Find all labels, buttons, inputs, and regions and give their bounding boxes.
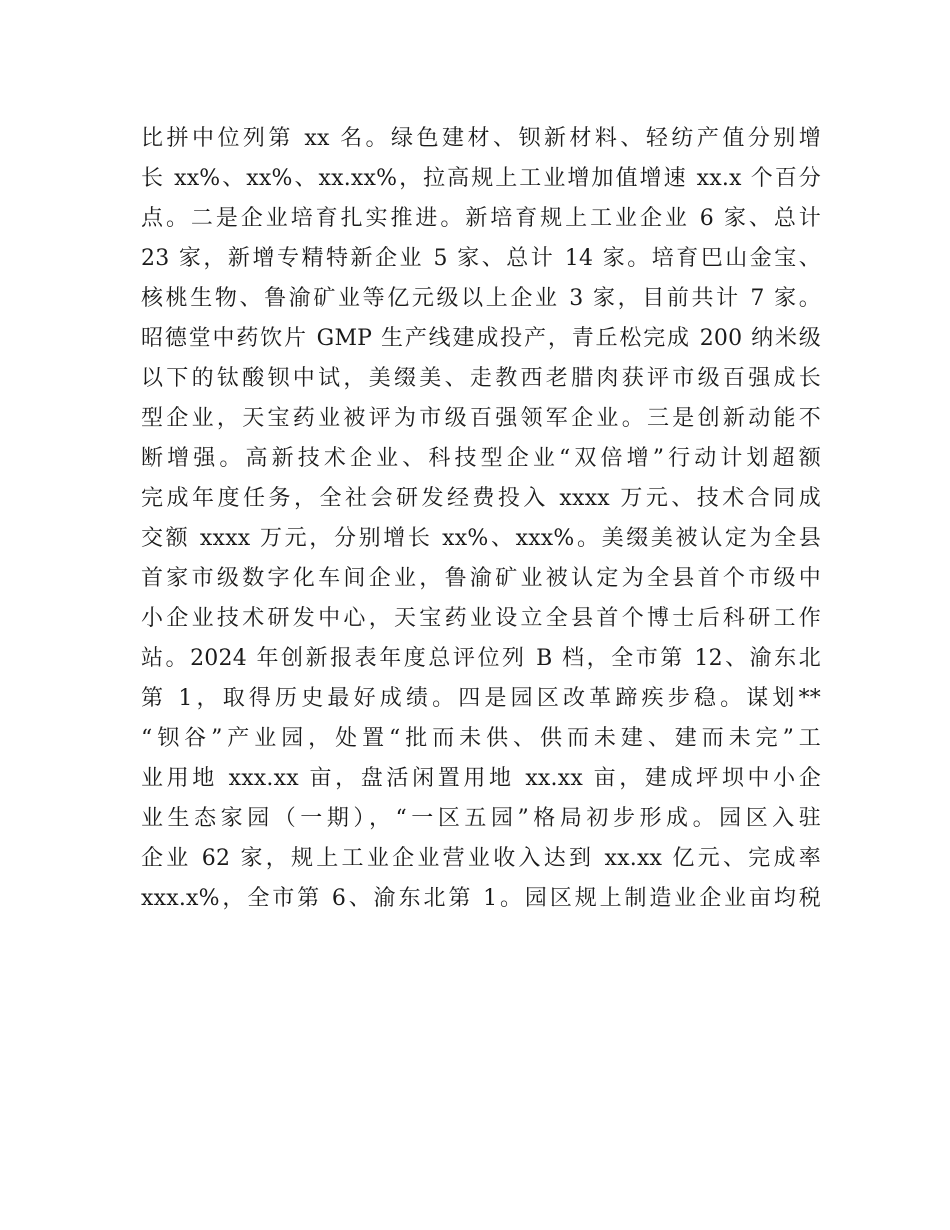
text-line: 核桃生物、鲁渝矿业等亿元级以上企业 3 家，目前共计 7 家。 bbox=[141, 286, 821, 311]
text-line: 比拼中位列第 xx 名。绿色建材、钡新材料、轻纺产值分别增 bbox=[141, 126, 821, 151]
text-line: 第 1，取得历史最好成绩。四是园区改革蹄疾步稳。谋划** bbox=[141, 686, 821, 711]
text-line: 企业 62 家，规上工业企业营业收入达到 xx.xx 亿元、完成率 bbox=[141, 846, 821, 871]
text-line: 站。2024 年创新报表年度总评位列 B 档，全市第 12、渝东北 bbox=[141, 646, 821, 671]
text-line: 交额 xxxx 万元，分别增长 xx%、xxx%。美缀美被认定为全县 bbox=[141, 526, 821, 551]
text-line: 型企业，天宝药业被评为市级百强领军企业。三是创新动能不 bbox=[141, 406, 821, 431]
text-line: 小企业技术研发中心，天宝药业设立全县首个博士后科研工作 bbox=[141, 606, 821, 631]
text-line: 断增强。高新技术企业、科技型企业“双倍增”行动计划超额 bbox=[141, 446, 821, 471]
text-line: 业用地 xxx.xx 亩，盘活闲置用地 xx.xx 亩，建成坪坝中小企 bbox=[141, 766, 821, 791]
text-line: 点。二是企业培育扎实推进。新培育规上工业企业 6 家、总计 bbox=[141, 206, 821, 231]
text-line: 长 xx%、xx%、xx.xx%，拉高规上工业增加值增速 xx.x 个百分 bbox=[141, 166, 821, 191]
text-line: 以下的钛酸钡中试，美缀美、走教西老腊肉获评市级百强成长 bbox=[141, 366, 821, 391]
text-line: xxx.x%，全市第 6、渝东北第 1。园区规上制造业企业亩均税 bbox=[141, 886, 821, 911]
text-line: 首家市级数字化车间企业，鲁渝矿业被认定为全县首个市级中 bbox=[141, 566, 821, 591]
text-line: 完成年度任务，全社会研发经费投入 xxxx 万元、技术合同成 bbox=[141, 486, 821, 511]
body-paragraph bbox=[141, 119, 821, 919]
text-line: 昭德堂中药饮片 GMP 生产线建成投产，青丘松完成 200 纳米级 bbox=[141, 326, 821, 351]
text-line: “钡谷”产业园，处置“批而未供、供而未建、建而未完”工 bbox=[141, 726, 821, 751]
text-line: 23 家，新增专精特新企业 5 家、总计 14 家。培育巴山金宝、 bbox=[141, 246, 821, 271]
text-line: 业生态家园（一期），“一区五园”格局初步形成。园区入驻 bbox=[141, 806, 821, 831]
